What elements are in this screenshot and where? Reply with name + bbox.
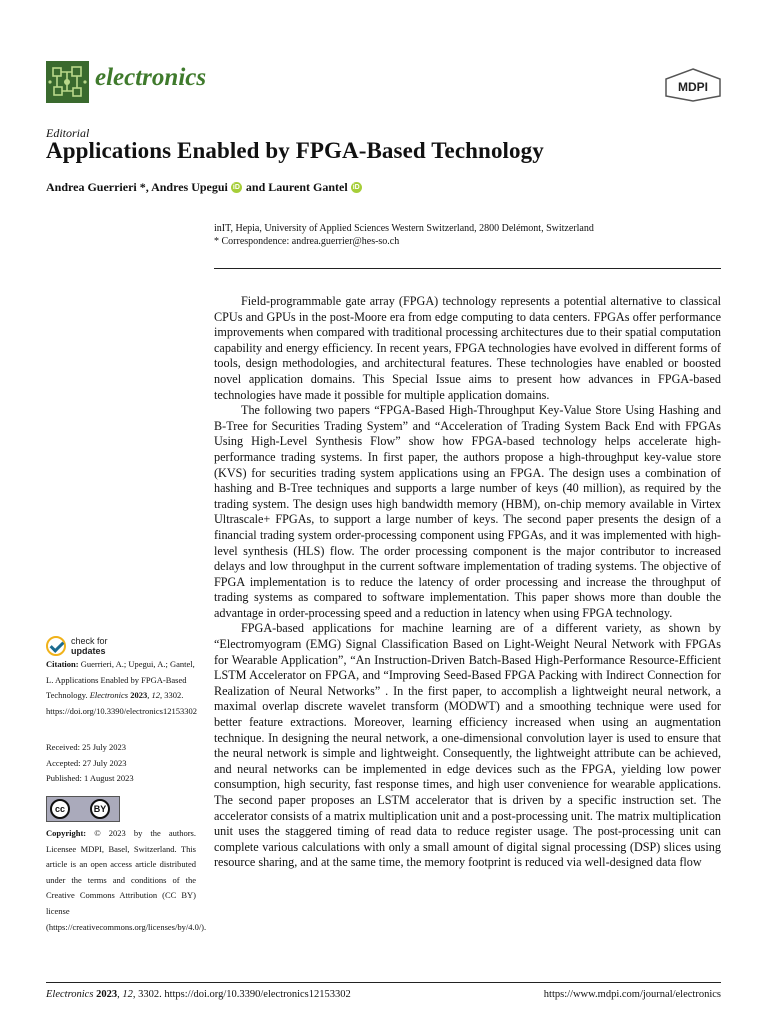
- footer-citation: Electronics 2023, 12, 3302. https://doi.org/10.3390/electronics12153302: [46, 989, 351, 1000]
- footer-divider: [46, 982, 721, 983]
- check-icon: [46, 636, 66, 656]
- orcid-icon[interactable]: iD: [232, 184, 240, 191]
- orcid-icon[interactable]: iD: [352, 184, 360, 191]
- cc-by-license-badge[interactable]: [46, 796, 120, 822]
- footer-journal-url[interactable]: https://www.mdpi.com/journal/electronics: [543, 989, 721, 1000]
- copyright-notice: Copyright: © 2023 by the authors. Licensee MDPI, Basel, Switzerland. This article is an open access article distributed under the terms and conditions of the Creative Commons Attribution (CC BY) license (https://creativecommons.org/licenses/by/4.0/).: [46, 828, 207, 932]
- correspondence: * Correspondence: andrea.guerrier@hes-so.ch: [214, 236, 400, 247]
- citation-block: Citation: Guerrieri, A.; Upegui, A.; Gantel, L. Applications Enabled by FPGA-Based Technology. Electronics 2023, 12, 3302. https://doi.org/10.3390/electronics12153302: [46, 659, 197, 716]
- mdpi-logo-icon: [664, 68, 722, 102]
- body-paragraph: The following two papers “FPGA-Based High-Throughput Key-Value Store Using Hashing and B-Tree for Securities Trading System” and “Acceleration of Trading System Back End with FPGAs Using High-Level Synthesis Flow” show how FPGA-based technology helps accelerate high-performance trading systems. In first paper, the authors propose a high-throughput key-value store (KVS) for securities trading system applications using an FPGA. The design uses a combination of hashing and B-Tree techniques and supports a large number of keys (40 million), as required by the trading system. The design uses high bandwidth memory (HBM), on-chip memory available in Virtex Ultrascale+ FPGAs, to support a large number of keys. The second paper presents the design of a financial trading system order-processing component using FPGAs, and it was implemented with high-level synthesis (HLS) flow. The order processing component is the major contributor to increased delays and low throughput in the current software implementation of trading systems. The objective of FPGA implementation is to reduce the latency of order processing and increase the throughput of trading systems as compared to software implementation. This paper shows more than double the advantage in order-processing speed and a reduction in latency when using FPGA technology.: [214, 403, 721, 620]
- check-updates-label: check for updates: [71, 636, 108, 656]
- header-divider: [214, 268, 721, 269]
- body-paragraph: Field-programmable gate array (FPGA) technology represents a potential alternative to classical CPUs and GPUs in the post-Moore era from edge computing to data centers. FPGAs offer performance improvements when compared with traditional processing architectures due to their spatial computation capability and energy efficiency. In recent years, FPGA technologies have evolved in different forms of tools, design methodologies, and architectural features. These technologies have enabled or boosted novel application domains. This Special Issue aims to present how advances in FPGA-based technologies have made it possible for multiple application domains.: [214, 294, 721, 402]
- published-date: Published: 1 August 2023: [46, 773, 134, 784]
- article-body: [214, 294, 721, 871]
- cc-icon: cc: [50, 799, 70, 819]
- author-list: [46, 180, 366, 195]
- svg-text:MDPI: MDPI: [678, 80, 708, 94]
- affiliation-block: [214, 222, 594, 248]
- publication-dates: [46, 740, 196, 787]
- check-for-updates-button[interactable]: [46, 636, 108, 656]
- affiliation: inIT, Hepia, University of Applied Sciences Western Switzerland, 2800 Delémont, Switzerland: [214, 223, 594, 234]
- authors-part-2: and Laurent Gantel: [245, 180, 348, 194]
- accepted-date: Accepted: 27 July 2023: [46, 757, 127, 768]
- journal-name: electronics: [95, 64, 207, 91]
- by-icon: BY: [90, 799, 110, 819]
- authors-part-1: Andrea Guerrieri *, Andres Upegui: [46, 180, 228, 194]
- received-date: Received: 25 July 2023: [46, 742, 127, 752]
- article-title: Applications Enabled by FPGA-Based Technology: [46, 138, 544, 163]
- journal-logo-icon: [46, 61, 89, 103]
- body-paragraph: FPGA-based applications for machine learning are of a different variety, as shown by “Electromyogram (EMG) Signal Classification Based on Light-Weight Neural Network with FPGAs for Wearable Application”, “An Instruction-Driven Batch-Based High-Performance Resource-Efficient LSTM Accelerator on FPGA, and “Improving Seed-Based FPGA Packing with Indirect Connection for Realization of Neural Networks” . In the first paper, to accomplish a lightweight neural network, a maximal overlap discrete wavelet transform (MODWT) and a smoothing technique were used for better feature extractions. Moreover, learning efficiency increased when using an augmentation technique. In designing the neural network, a one-dimensional convolution layer is used to ensure that the neural network is simple and lightweight. Consequently, the lightweight attribute can be achieved, and neural networks can be implemented in edge devices such as the FPGA, yielding low power consumption, high security, fast response times, and high user convenience for wearable applications. The second paper proposes an LSTM accelerator that is driven by a specific instruction set. The accelerator consists of a matrix multiplication unit and a post-processing unit. The matrix multiplication unit uses the staggered timing of read data to reduce register usage. The post-processing unit can complete various calculations with only a small amount of digital signal processing (DSP) slices using resource sharing, and at the same time, the memory footprint is reduced via well-designed data flow: [214, 621, 721, 870]
- article-type: Editorial: [46, 126, 90, 140]
